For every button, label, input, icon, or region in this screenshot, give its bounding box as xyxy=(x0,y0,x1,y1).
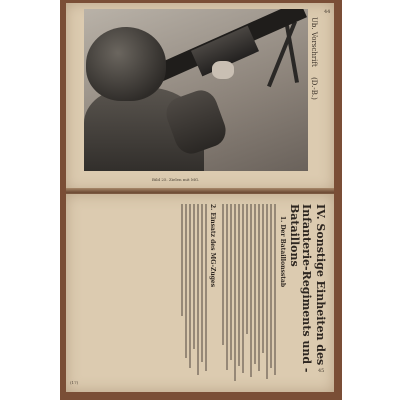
soldier-helmet xyxy=(86,27,166,101)
section-subheading: 1. Der Bataillonsstab xyxy=(279,216,286,288)
machine-gunner-photo xyxy=(84,9,308,171)
text-line xyxy=(226,204,228,370)
page-number-bottom: 45 xyxy=(318,368,325,374)
text-line xyxy=(193,204,195,349)
text-line xyxy=(222,204,224,345)
photo-caption: Bild 25. Zielen mit MG. xyxy=(152,177,200,182)
text-line xyxy=(258,204,260,371)
text-line xyxy=(262,204,264,353)
text-line xyxy=(242,204,244,373)
rotated-text-block xyxy=(78,200,328,390)
text-line xyxy=(185,204,187,358)
text-line xyxy=(189,204,191,368)
page-number-top: 44 xyxy=(324,9,331,15)
top-page xyxy=(66,3,334,191)
header-right: (D.-B.) xyxy=(310,77,318,100)
bracket-number: (17) xyxy=(70,380,79,385)
header-left: Ub. Vorschrift xyxy=(310,17,318,67)
section-title: 2. Einsatz des MG-Zuges xyxy=(209,204,216,288)
text-line xyxy=(234,204,236,381)
text-line xyxy=(250,204,252,377)
bottom-page xyxy=(66,194,334,392)
text-line xyxy=(254,204,256,364)
text-line xyxy=(201,204,203,362)
soldier-hand xyxy=(212,61,234,79)
text-line xyxy=(274,204,276,375)
chapter-heading-line-2: Infanterie-Regiments und -Bataillons xyxy=(288,204,313,373)
running-header xyxy=(310,17,318,167)
text-line xyxy=(266,204,268,379)
text-line xyxy=(230,204,232,360)
text-line xyxy=(270,204,272,368)
chapter-heading-line-1: IV. Sonstige Einheiten des xyxy=(314,204,327,366)
text-line xyxy=(181,204,183,316)
body-text-block-1 xyxy=(222,204,276,390)
text-line xyxy=(205,204,207,371)
book xyxy=(60,0,342,400)
text-line xyxy=(246,204,248,334)
body-text-block-2 xyxy=(181,204,207,390)
text-line xyxy=(197,204,199,375)
text-line xyxy=(238,204,240,366)
